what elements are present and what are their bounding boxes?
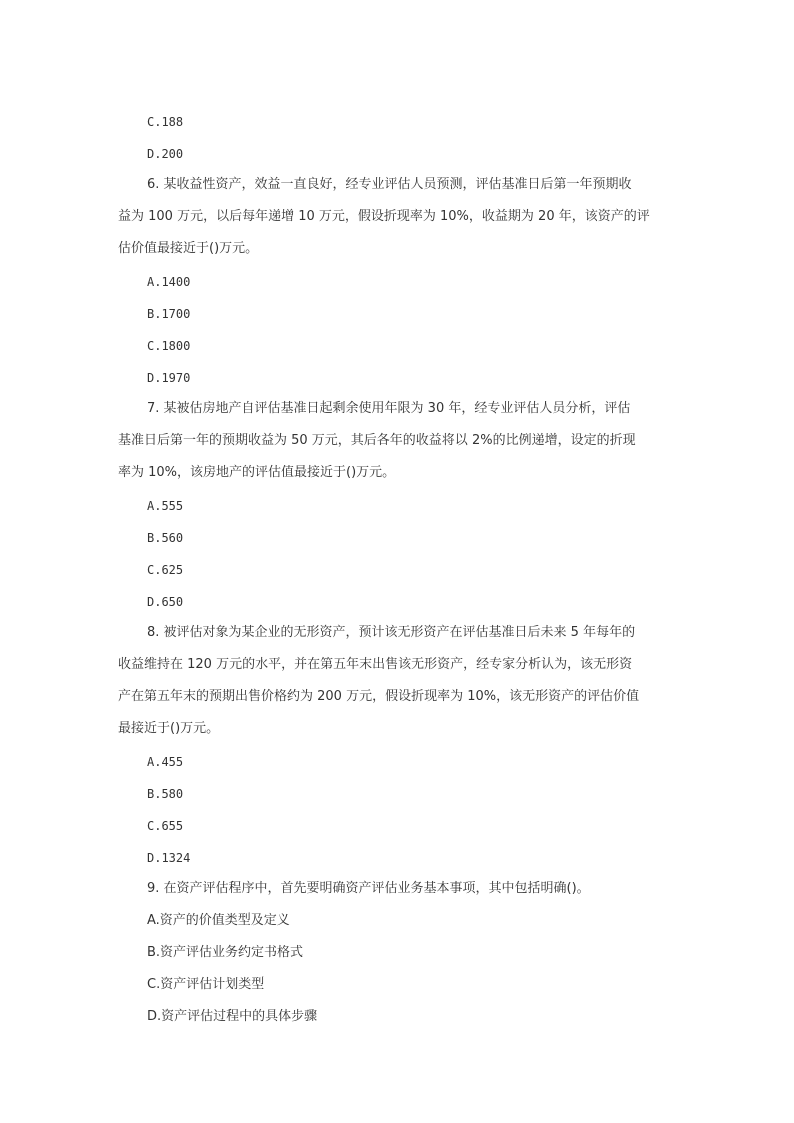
option-7b: B.560 bbox=[147, 531, 184, 545]
option-6c: C.1800 bbox=[147, 339, 191, 353]
option-9b: B.资产评估业务约定书格式 bbox=[147, 945, 304, 960]
option-7d: D.650 bbox=[147, 595, 184, 609]
question-6-line-2: 益为 100 万元，以后每年递增 10 万元，假设折现率为 10%，收益期为 20 年，该资产的评 bbox=[118, 209, 650, 224]
option-8c: C.655 bbox=[147, 819, 184, 833]
option-6a: A.1400 bbox=[147, 275, 191, 289]
question-7-line-3: 率为 10%，该房地产的评估值最接近于()万元。 bbox=[118, 465, 396, 480]
option-7c: C.625 bbox=[147, 563, 184, 577]
question-7-line-2: 基准日后第一年的预期收益为 50 万元，其后各年的收益将以 2%的比例递增，设定的折现 bbox=[118, 433, 636, 448]
question-6-line-1: 6. 某收益性资产，效益一直良好，经专业评估人员预测，评估基准日后第一年预期收 bbox=[147, 177, 632, 192]
question-9-line-1: 9. 在资产评估程序中，首先要明确资产评估业务基本事项，其中包括明确()。 bbox=[147, 881, 590, 896]
option-9a: A.资产的价值类型及定义 bbox=[147, 913, 290, 928]
option-5c: C.188 bbox=[147, 115, 184, 129]
question-8-line-4: 最接近于()万元。 bbox=[118, 721, 220, 736]
option-5d: D.200 bbox=[147, 147, 184, 161]
question-8-line-3: 产在第五年末的预期出售价格约为 200 万元，假设折现率为 10%，该无形资产的评估价值 bbox=[118, 689, 640, 704]
question-8-line-2: 收益维持在 120 万元的水平，并在第五年末出售该无形资产，经专家分析认为，该无形资 bbox=[118, 657, 633, 672]
option-8a: A.455 bbox=[147, 755, 184, 769]
option-7a: A.555 bbox=[147, 499, 184, 513]
option-9c: C.资产评估计划类型 bbox=[147, 977, 265, 992]
question-8-line-1: 8. 被评估对象为某企业的无形资产，预计该无形资产在评估基准日后未来 5 年每年的 bbox=[147, 625, 636, 640]
option-6d: D.1970 bbox=[147, 371, 191, 385]
question-7-line-1: 7. 某被估房地产自评估基准日起剩余使用年限为 30 年，经专业评估人员分析，评估 bbox=[147, 401, 631, 416]
option-9d: D.资产评估过程中的具体步骤 bbox=[147, 1009, 318, 1024]
option-6b: B.1700 bbox=[147, 307, 191, 321]
question-6-line-3: 估价值最接近于()万元。 bbox=[118, 241, 259, 256]
option-8b: B.580 bbox=[147, 787, 184, 801]
option-8d: D.1324 bbox=[147, 851, 191, 865]
